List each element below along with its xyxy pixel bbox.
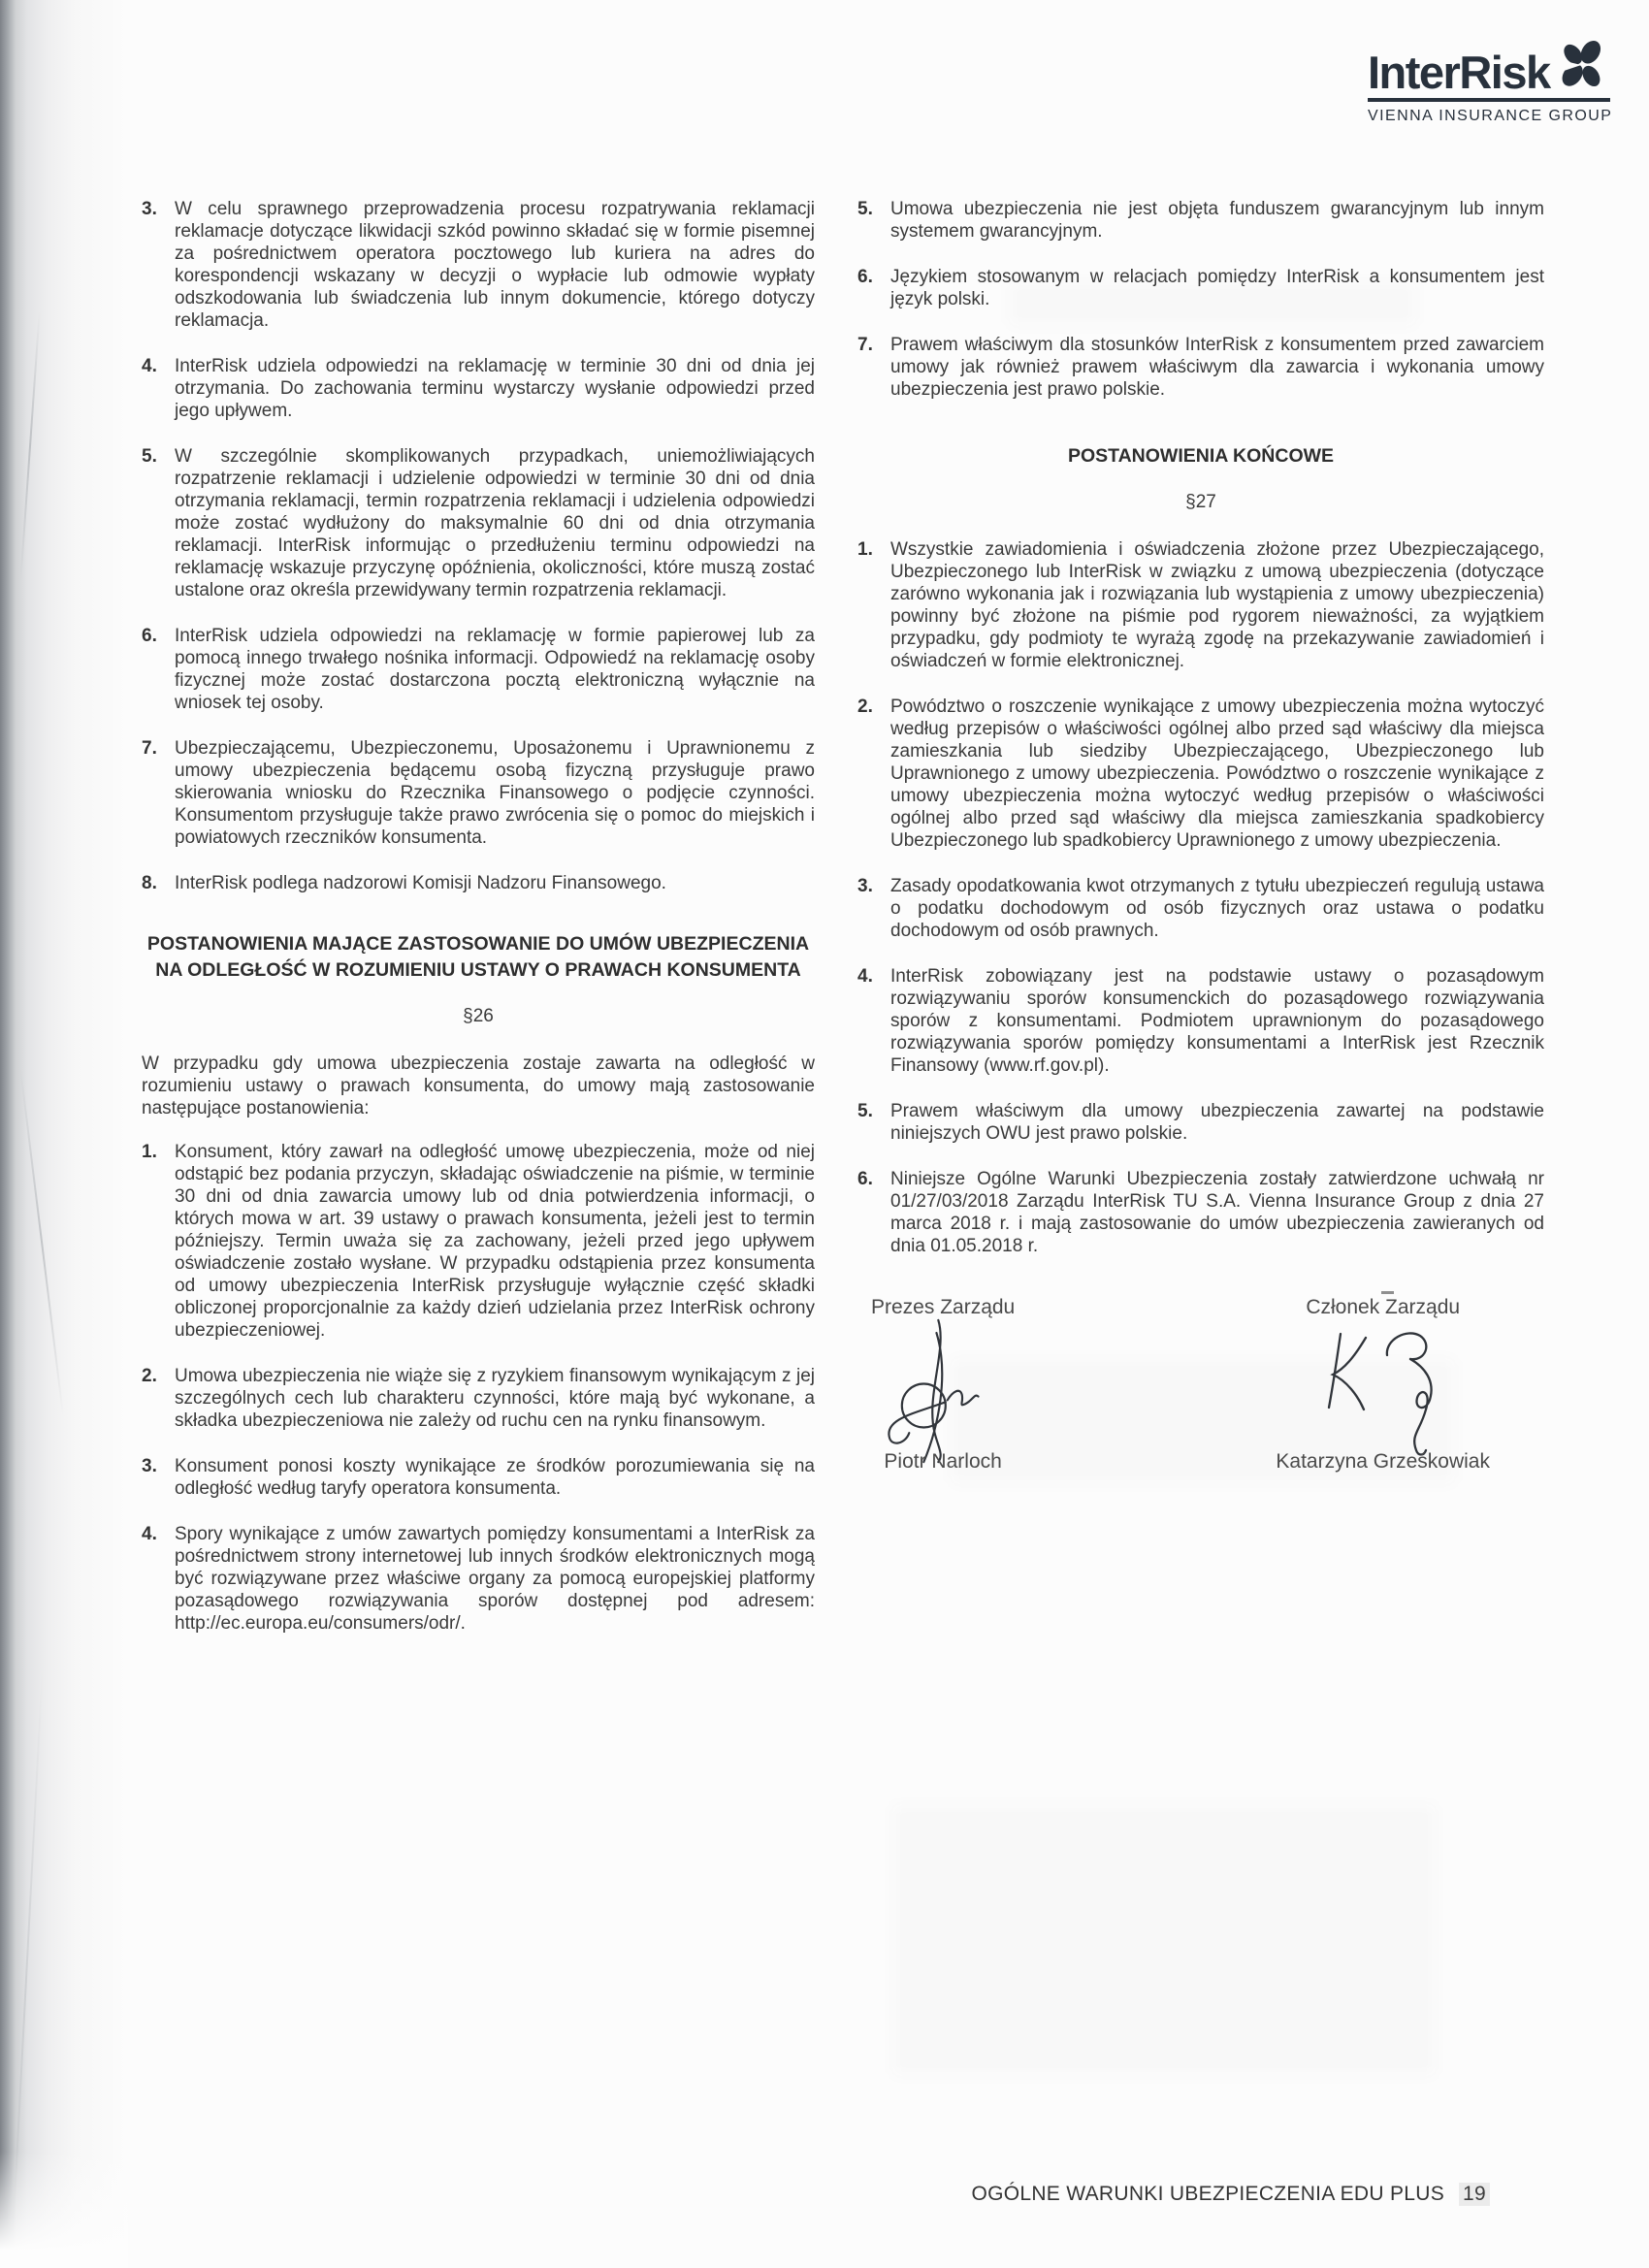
scan-stray-mark	[1381, 1291, 1394, 1294]
section-heading-line1: POSTANOWIENIA MAJĄCE ZASTOSOWANIE DO UMÓW UBEZPIECZENIA	[146, 933, 810, 955]
signature-title: Członek Zarządu	[1306, 1296, 1461, 1318]
signature-name: Katarzyna Grześkowiak	[1276, 1450, 1490, 1473]
list-item	[142, 445, 815, 601]
item-text: InterRisk podlega nadzorowi Komisji Nadzoru Finansowego.	[175, 873, 666, 893]
item-text: Ubezpieczającemu, Ubezpieczonemu, Uposażonemu i Uprawnionemu z umowy ubezpieczenia będącemu osobą fizyczną przysługuje prawo skierowania wniosku do Rzecznika Finansowego o podjęcie czynności. Konsumentom przysługuje także prawo zwrócenia się o pomoc do miejskich i powiatowych rzeczników konsumenta.	[175, 738, 815, 848]
logo-underline	[1368, 98, 1610, 102]
item-number: 6.	[857, 267, 873, 287]
item-text: InterRisk udziela odpowiedzi na reklamację w formie papierowej lub za pomocą innego trwałego nośnika informacji. Odpowiedź na reklamację osoby fizycznej może zostać dostarczona pocztą elektroniczną wyłącznie na wniosek tej osoby.	[175, 626, 815, 713]
logo-subtitle: VIENNA INSURANCE GROUP	[1368, 108, 1613, 124]
item-number: 3.	[142, 199, 157, 219]
item-number: 7.	[857, 335, 873, 355]
signature-president	[871, 1296, 1015, 1473]
page-number: 19	[1459, 2183, 1490, 2206]
section-heading-line2: NA ODLEGŁOŚĆ W ROZUMIENIU USTAWY O PRAWACH KONSUMENTA	[155, 959, 801, 981]
item-text: W szczególnie skomplikowanych przypadkach, uniemożliwiających rozpatrzenie reklamacji i udzielenie odpowiedzi w terminie 30 dni od dnia otrzymania reklamacji, termin rozpatrzenia reklamacji i udzielenia odpowiedzi może zostać wydłużony do maksymalnie 60 dni od dnia otrzymania reklamacji. InterRisk informując o przedłużeniu terminu odpowiedzi na reklamację wskazuje przyczynę opóźnienia, okoliczności, które muszą zostać ustalone oraz określa przewidywany termin rozpatrzenia reklamacji.	[175, 446, 815, 600]
item-text: Konsument ponosi koszty wynikające ze środków porozumiewania się na odległość według taryfy operatora konsumenta.	[175, 1456, 815, 1499]
section-heading: POSTANOWIENIA KOŃCOWE	[1067, 445, 1335, 467]
list-item	[142, 1141, 815, 1342]
item-number: 6.	[142, 626, 157, 646]
item-text: Prawem właściwym dla stosunków InterRisk z konsumentem przed zawarciem umowy jak również prawem właściwym dla zawarcia i wykonania umowy ubezpieczenia jest prawo polskie.	[890, 335, 1544, 400]
signature-name: Piotr Narloch	[884, 1450, 1002, 1473]
list-item	[857, 266, 1544, 310]
item-text: Spory wynikające z umów zawartych pomiędzy konsumentami a InterRisk za pośrednictwem strony internetowej lub innych środków elektronicznych mogą być rozwiązywane przez właściwe organy za pomocą europejskiej platformy pozasądowego rozwiązywania sporów dostępnej pod adresem: http://ec.europa.eu/consumers/odr/.	[175, 1524, 815, 1634]
item-text: Niniejsze Ogólne Warunki Ubezpieczenia zostały zatwierdzone uchwałą nr 01/27/03/2018 Zarządu InterRisk TU S.A. Vienna Insurance Group z dnia 27 marca 2018 r. i mają zastosowanie do umów ubezpieczenia zawieranych od dnia 01.05.2018 r.	[890, 1169, 1544, 1256]
signature-piotr-narloch	[880, 1318, 1006, 1464]
item-number: 4.	[142, 356, 157, 376]
footer-title: OGÓLNE WARUNKI UBEZPIECZENIA EDU PLUS	[971, 2183, 1445, 2205]
item-number: 7.	[142, 738, 157, 759]
left-column	[142, 198, 815, 1658]
scan-edge-fade	[0, 2152, 128, 2268]
signature-block	[857, 1296, 1544, 1473]
signature-board-member	[1276, 1296, 1490, 1473]
list-item	[142, 625, 815, 714]
list-item	[142, 737, 815, 849]
list-item	[142, 872, 815, 894]
scan-left-edge-shadow	[0, 0, 128, 2268]
item-number: 5.	[857, 199, 873, 219]
item-text: Powództwo o roszczenie wynikające z umowy ubezpieczenia można wytoczyć według przepisów o właściwości ogólnej albo przed sąd właściwy dla miejsca zamieszkania lub siedziby Ubezpieczającego, Ubezpieczonego lub Uprawnionego z umowy ubezpieczenia. Powództwo o roszczenie wynikające z umowy ubezpieczenia można wytoczyć według przepisów o właściwości ogólnej albo przed sąd właściwy dla miejsca zamieszkania spadkobiercy Ubezpieczonego lub spadkobiercy Uprawnionego z umowy ubezpieczenia.	[890, 697, 1544, 851]
item-text: Prawem właściwym dla umowy ubezpieczenia zawartej na podstawie niniejszych OWU jest prawo polskie.	[890, 1101, 1544, 1144]
item-number: 8.	[142, 873, 157, 893]
page-footer	[971, 2183, 1490, 2206]
item-number: 4.	[142, 1524, 157, 1544]
item-number: 5.	[857, 1101, 873, 1121]
list-item	[142, 1523, 815, 1635]
list-item	[857, 1168, 1544, 1257]
list-item	[142, 355, 815, 422]
right-column	[857, 198, 1544, 1473]
paragraph-mark: §27	[1185, 492, 1216, 512]
item-text: Umowa ubezpieczenia nie jest objęta funduszem gwarancyjnym lub innym systemem gwarancyjnym.	[890, 199, 1544, 242]
item-text: Językiem stosowanym w relacjach pomiędzy InterRisk a konsumentem jest język polski.	[890, 267, 1544, 309]
logo-row	[1368, 35, 1610, 98]
interrisk-logo	[1368, 35, 1613, 125]
list-item	[857, 334, 1544, 401]
item-number: 4.	[857, 966, 873, 987]
item-text: InterRisk udziela odpowiedzi na reklamację w terminie 30 dni od dnia jej otrzymania. Do zachowania terminu wystarczy wysłanie odpowiedzi przed jego upływem.	[175, 356, 815, 421]
item-number: 3.	[857, 876, 873, 896]
item-number: 1.	[142, 1142, 157, 1162]
logo-wordmark: InterRisk	[1368, 46, 1550, 98]
page-bleedthrough	[892, 1804, 1436, 2076]
list-item	[857, 538, 1544, 672]
section-intro: W przypadku gdy umowa ubezpieczenia zostaje zawarta na odległość w rozumieniu ustawy o prawach konsumenta, do umowy mają zastosowanie następujące postanowienia:	[142, 1053, 815, 1118]
list-item	[857, 965, 1544, 1077]
item-number: 3.	[142, 1456, 157, 1476]
item-text: W celu sprawnego przeprowadzenia procesu rozpatrywania reklamacji reklamacje dotyczące likwidacji szkód powinno składać się w formie pisemnej za pośrednictwem operatora pocztowego lub kuriera na adres do korespondencji wskazany w decyzji o wypłacie lub odmowie wypłaty odszkodowania lub świadczenia lub innym dokumencie, którego dotyczy reklamacja.	[175, 199, 815, 331]
item-text: Umowa ubezpieczenia nie wiąże się z ryzykiem finansowym wynikającym z jej szczególnych cech lub charakteru czynności, które mają być wykonane, a składka ubezpieczeniowa nie zależy od ruchu cen na rynku finansowym.	[175, 1366, 815, 1431]
list-item	[857, 1100, 1544, 1145]
list-item	[142, 198, 815, 332]
item-number: 2.	[857, 697, 873, 717]
item-text: InterRisk zobowiązany jest na podstawie ustawy o pozasądowym rozwiązywaniu sporów konsumenckich do pozasądowego rozwiązywania sporów z konsumentami. Podmiotem uprawnionym do pozasądowego rozwiązywania sporów pomiędzy konsumentami a InterRisk jest Rzecznik Finansowy (www.rf.gov.pl).	[890, 966, 1544, 1076]
list-item	[142, 1365, 815, 1432]
butterfly-icon	[1552, 35, 1610, 95]
section-heading	[144, 931, 813, 984]
item-number: 2.	[142, 1366, 157, 1386]
signature-katarzyna-grzeskowiak	[1315, 1318, 1451, 1464]
item-text: Wszystkie zawiadomienia i oświadczenia złożone przez Ubezpieczającego, Ubezpieczonego lub InterRisk w związku z umową ubezpieczenia (dotyczące zarówno wykonania jak i rozwiązania lub wystąpienia z umowy ubezpieczenia) powinny być złożone na piśmie pod rygorem nieważności, za wyjątkiem przypadku, gdy podmioty te wyrażą zgodę na przekazywanie zawiadomień i oświadczeń w formie elektronicznej.	[890, 539, 1544, 671]
item-text: Zasady opodatkowania kwot otrzymanych z tytułu ubezpieczeń regulują ustawa o podatku dochodowym od osób fizycznych oraz ustawa o podatku dochodowym od osób prawnych.	[890, 876, 1544, 941]
list-item	[857, 875, 1544, 942]
list-item	[142, 1455, 815, 1500]
signature-title: Prezes Zarządu	[871, 1296, 1016, 1318]
list-item	[857, 198, 1544, 243]
list-item	[857, 696, 1544, 852]
item-number: 6.	[857, 1169, 873, 1189]
item-text: Konsument, który zawarł na odległość umowę ubezpieczenia, może od niej odstąpić bez podania przyczyn, składając oświadczenie na piśmie, w terminie 30 dni od dnia zawarcia umowy lub od dnia potwierdzenia informacji, o których mowa w art. 39 ustawy o prawach konsumenta, jeżeli jest to termin późniejszy. Termin uważa się za zachowany, jeżeli przed jego upływem oświadczenie zostało wysłane. W przypadku odstąpienia przez konsumenta od umowy ubezpieczenia InterRisk przysługuje wyłącznie część składki obliczonej proporcjonalnie za każdy dzień udzielania przez InterRisk ochrony ubezpieczeniowej.	[175, 1142, 815, 1341]
item-number: 5.	[142, 446, 157, 467]
item-number: 1.	[857, 539, 873, 560]
paragraph-mark: §26	[463, 1006, 494, 1026]
